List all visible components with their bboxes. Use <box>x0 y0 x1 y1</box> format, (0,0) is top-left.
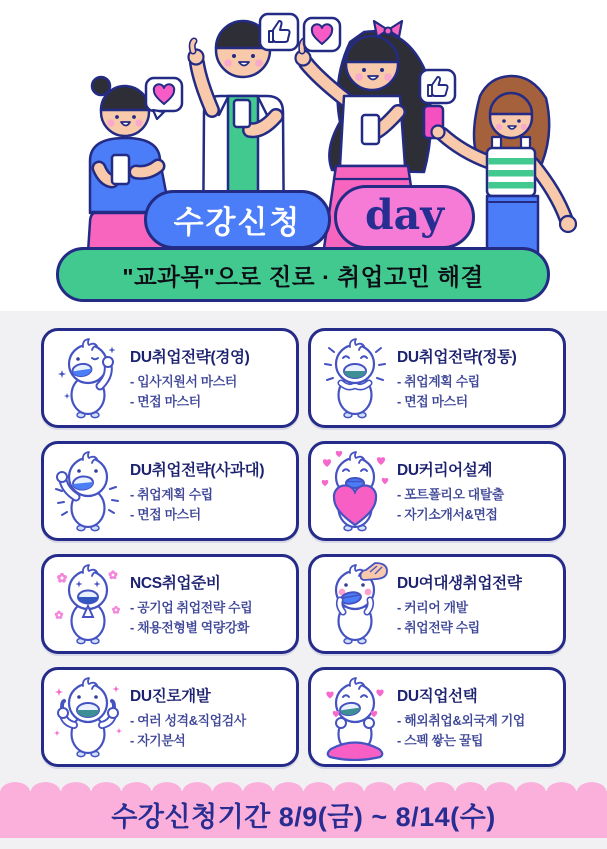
program-card-du-social <box>41 441 299 541</box>
program-cards-grid <box>0 311 607 849</box>
program-item: - 입사지원서 마스터 <box>130 374 237 390</box>
program-item: - 채용전형별 역량강화 <box>130 619 250 635</box>
program-item: - 면접 마스터 <box>130 393 201 409</box>
program-item: - 자기분석 <box>130 732 186 748</box>
program-item: - 취업계획 수립 <box>397 374 480 390</box>
duck-cheering-icon <box>50 334 126 422</box>
program-card-du-it <box>308 328 566 428</box>
program-item: - 여러 성격&직업검사 <box>130 713 246 729</box>
title-badge-primary-label: 수강신청 <box>173 205 302 240</box>
subtitle-banner <box>56 247 550 302</box>
program-title: DU취업전략(경영) <box>130 349 250 367</box>
program-title: DU여대생취업전략 <box>397 575 522 593</box>
program-item: - 취업계획 수립 <box>130 487 213 503</box>
title-badge-day-label: day <box>364 191 445 239</box>
title-badge-day <box>334 185 475 249</box>
program-title: NCS취업준비 <box>130 575 221 593</box>
thumbs-up-bubble-icon <box>420 70 455 103</box>
duck-petted-icon <box>317 560 393 648</box>
program-item: - 스펙 쌓는 꿀팁 <box>397 732 484 748</box>
program-title: DU진로개발 <box>130 688 211 706</box>
thumbs-up-bubble-icon <box>260 14 298 50</box>
duck-finger-heart-icon <box>317 673 393 761</box>
program-card-ncs <box>41 554 299 654</box>
program-item: - 면접 마스터 <box>130 506 201 522</box>
program-item: - 해외취업&외국계 기업 <box>397 713 525 729</box>
header-illustration-area <box>0 0 607 311</box>
program-card-du-career-dev <box>41 667 299 767</box>
program-item: - 취업전략 수립 <box>397 619 480 635</box>
program-title: DU커리어설계 <box>397 462 493 480</box>
program-item: - 자기소개서&면접 <box>397 506 498 522</box>
duck-thumbs-up-icon <box>50 673 126 761</box>
program-card-du-job-choice <box>308 667 566 767</box>
program-card-du-women <box>308 554 566 654</box>
program-title: DU취업전략(정통) <box>397 349 517 367</box>
registration-period-banner <box>0 791 607 838</box>
program-card-du-business <box>41 328 299 428</box>
program-title: DU직업선택 <box>397 688 478 706</box>
program-card-du-career-design <box>308 441 566 541</box>
program-item: - 커리어 개발 <box>397 600 468 616</box>
program-item: - 면접 마스터 <box>397 393 468 409</box>
subtitle-text: "교과목"으로 진로 · 취업고민 해결 <box>122 263 484 290</box>
program-item: - 포트폴리오 대탈출 <box>397 487 504 503</box>
duck-shining-icon <box>317 334 393 422</box>
duck-star-eyes-icon <box>50 560 126 648</box>
heart-bubble-icon <box>304 18 340 51</box>
heart-bubble-icon <box>146 78 182 119</box>
duck-waving-icon <box>50 447 126 535</box>
duck-heart-hug-icon <box>317 447 393 535</box>
program-item: - 공기업 취업전략 수립 <box>130 600 253 616</box>
title-badge-primary <box>144 190 331 249</box>
program-title: DU취업전략(사과대) <box>130 462 265 480</box>
registration-period-text: 수강신청기간 8/9(금) ~ 8/14(수) <box>111 802 496 832</box>
